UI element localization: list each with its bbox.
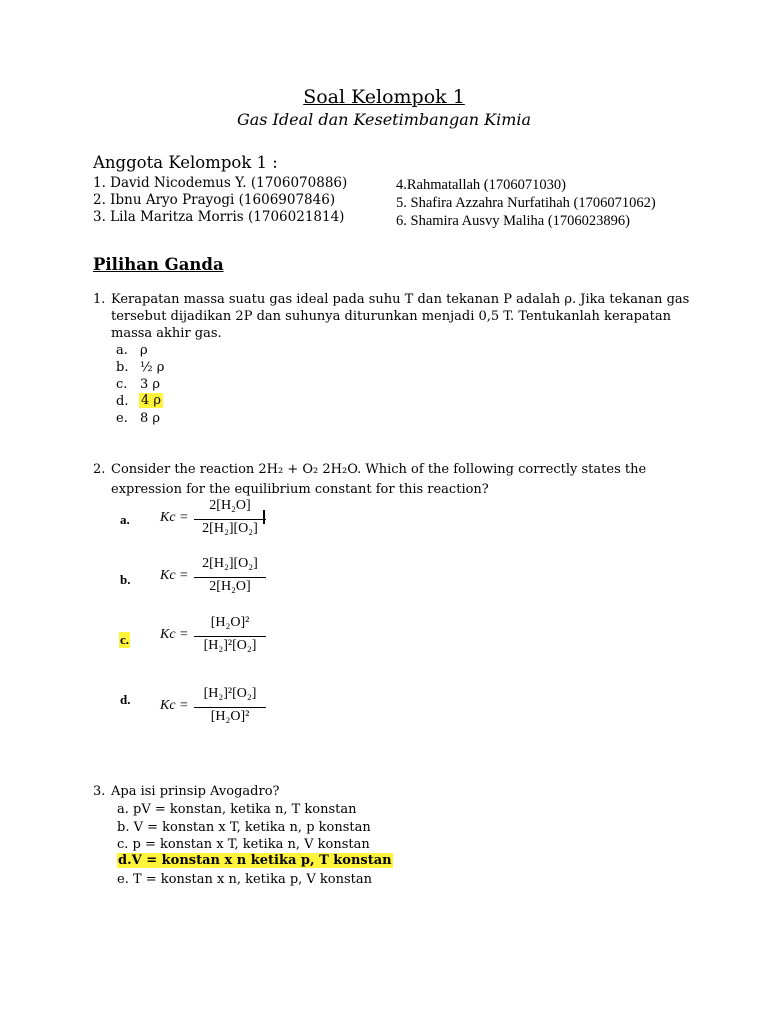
option-letter: b. bbox=[120, 572, 131, 587]
page-title: Soal Kelompok 1 bbox=[303, 86, 465, 108]
equilibrium-expression bbox=[160, 615, 280, 659]
fraction-numerator: [H₂]²[O₂] bbox=[203, 686, 257, 701]
option-text: b. V = konstan x T, ketika n, p konstan bbox=[117, 820, 371, 835]
question-text-line: Apa isi prinsip Avogadro? bbox=[111, 784, 280, 799]
fraction-numerator: 2[H₂O] bbox=[209, 498, 251, 513]
option-letter: e. bbox=[116, 411, 128, 426]
question-number: 3. bbox=[93, 784, 106, 799]
member-item: 3. Lila Maritza Morris (1706021814) bbox=[93, 209, 345, 225]
fraction-denominator: 2[H₂][O₂] bbox=[202, 521, 258, 536]
question-text-line: massa akhir gas. bbox=[111, 326, 222, 341]
member-item: 1. David Nicodemus Y. (1706070886) bbox=[93, 175, 348, 191]
fraction-denominator: [H₂O]² bbox=[210, 709, 250, 724]
fraction-bar bbox=[194, 519, 266, 520]
option-text: 3 ρ bbox=[140, 377, 161, 392]
question-number: 2. bbox=[93, 462, 106, 477]
question-text-line: expression for the equilibrium constant for this reaction? bbox=[111, 482, 489, 497]
members-heading: Anggota Kelompok 1 : bbox=[93, 153, 278, 172]
option-letter: a. bbox=[120, 512, 130, 527]
option-letter: d. bbox=[120, 692, 131, 707]
option-text-highlighted: d.V = konstan x n ketika p, T konstan bbox=[118, 853, 392, 868]
option-text: 8 ρ bbox=[140, 411, 161, 426]
option-text: c. p = konstan x T, ketika n, V konstan bbox=[117, 837, 370, 852]
fraction-bar bbox=[194, 636, 266, 637]
fraction-denominator: 2[H₂O] bbox=[209, 579, 251, 594]
option-text: a. pV = konstan, ketika n, T konstan bbox=[117, 802, 357, 817]
fraction-bar bbox=[194, 577, 266, 578]
member-item: 4.Rahmatallah (1706071030) bbox=[396, 177, 566, 193]
option-text: ½ ρ bbox=[140, 360, 165, 375]
option-letter: c. bbox=[116, 377, 128, 392]
option-letter: b. bbox=[116, 360, 129, 375]
kc-label: Kc = bbox=[160, 698, 189, 713]
option-letter: a. bbox=[116, 343, 128, 358]
fraction-denominator: [H₂]²[O₂] bbox=[203, 638, 257, 653]
equilibrium-expression bbox=[160, 498, 280, 542]
question-text-line: tersebut dijadikan 2P dan suhunya diturunkan menjadi 0,5 T. Tentukanlah kerapatan bbox=[111, 309, 672, 324]
kc-label: Kc = bbox=[160, 568, 189, 583]
member-item: 6. Shamira Ausvy Maliha (1706023896) bbox=[396, 213, 630, 229]
option-text: e. T = konstan x n, ketika p, V konstan bbox=[117, 872, 373, 887]
fraction-numerator: 2[H₂][O₂] bbox=[202, 556, 258, 571]
kc-label: Kc = bbox=[160, 627, 189, 642]
text-cursor-mark bbox=[263, 510, 265, 524]
option-text-highlighted: 4 ρ bbox=[141, 393, 162, 408]
equilibrium-expression bbox=[160, 686, 280, 730]
option-letter-highlighted: c. bbox=[120, 632, 130, 647]
question-number: 1. bbox=[93, 292, 106, 307]
question-text-line: Kerapatan massa suatu gas ideal pada suhu T dan tekanan P adalah ρ. Jika tekanan gas bbox=[111, 292, 690, 307]
equilibrium-expression bbox=[160, 556, 280, 600]
page-subtitle: Gas Ideal dan Kesetimbangan Kimia bbox=[236, 110, 532, 129]
option-letter: d. bbox=[116, 394, 129, 409]
kc-label: Kc = bbox=[160, 510, 189, 525]
member-item: 2. Ibnu Aryo Prayogi (1606907846) bbox=[93, 192, 336, 208]
member-item: 5. Shafira Azzahra Nurfatihah (1706071062) bbox=[396, 195, 656, 211]
section-title: Pilihan Ganda bbox=[93, 255, 224, 274]
fraction-numerator: [H₂O]² bbox=[210, 615, 250, 630]
fraction-bar bbox=[194, 707, 266, 708]
option-text: ρ bbox=[140, 343, 148, 358]
question-text-line: Consider the reaction 2H₂ + O₂ 2H₂O. Which of the following correctly states the bbox=[111, 462, 647, 477]
